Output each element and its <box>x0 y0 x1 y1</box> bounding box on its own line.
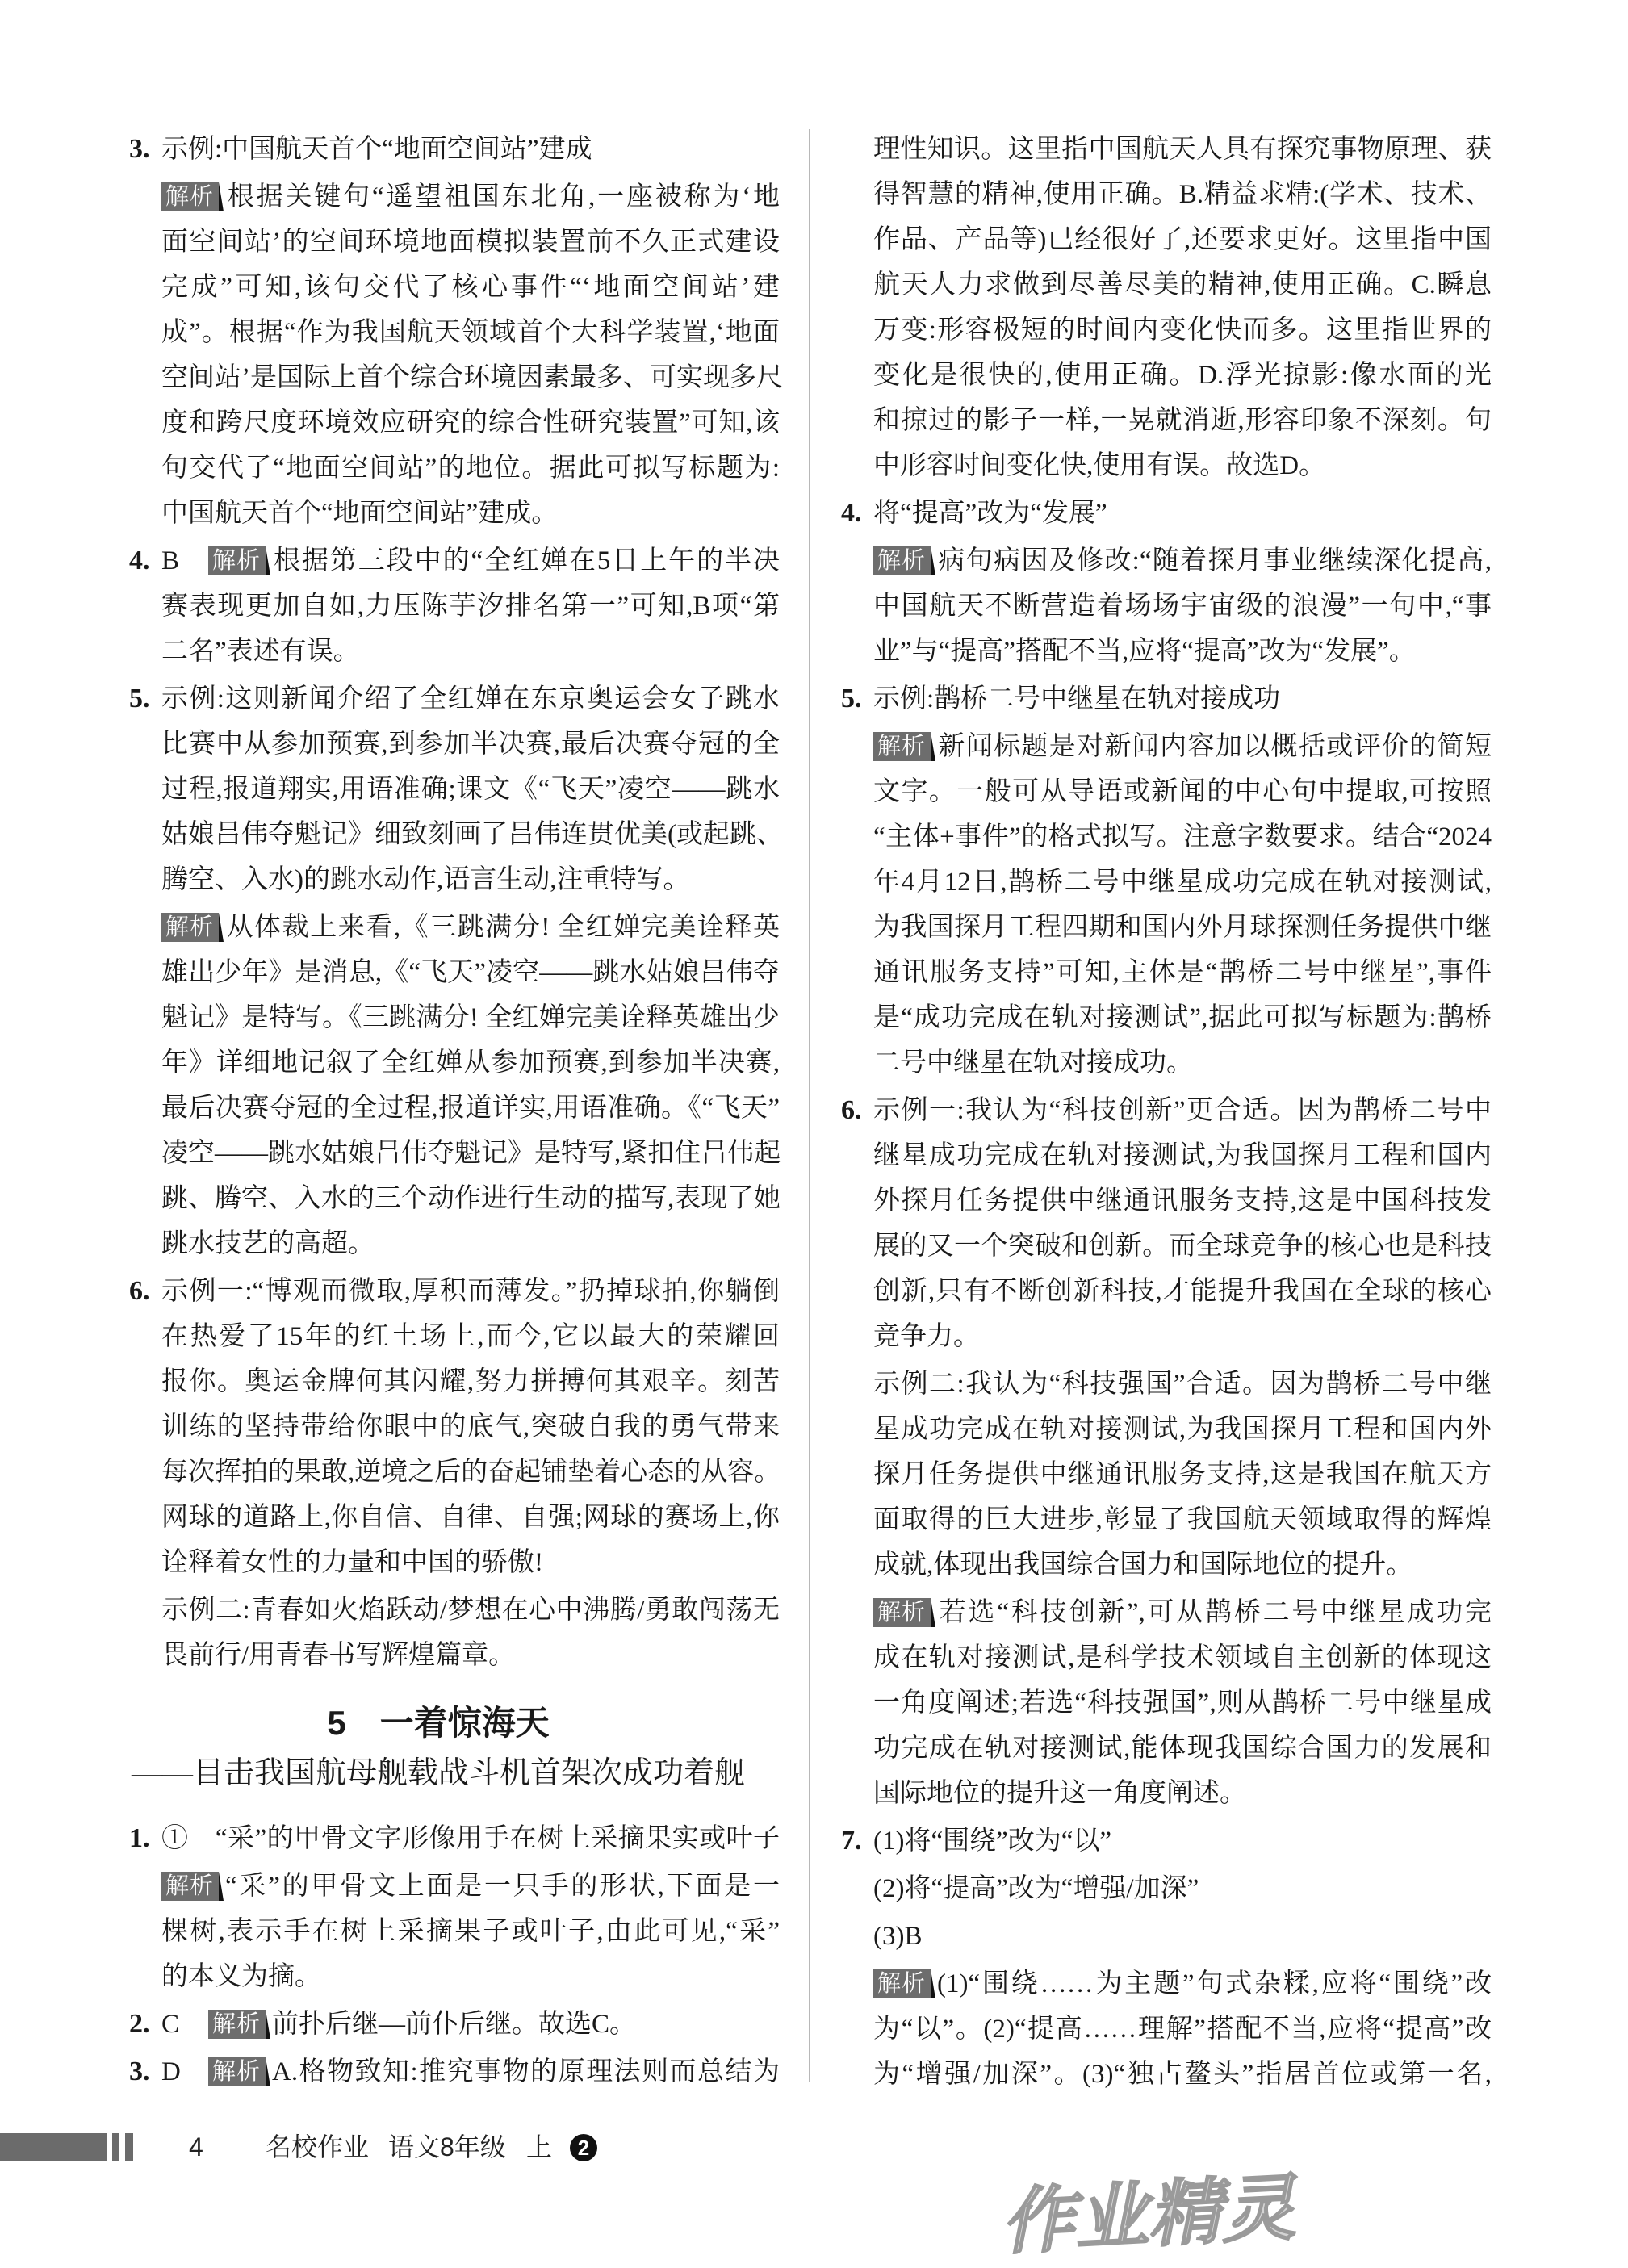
line-text: 最后决赛夺冠的全过程,报道详实,用语准确。《“飞天” <box>161 1094 780 1123</box>
text-line <box>161 950 780 995</box>
answer-block <box>129 1269 781 1585</box>
text-line <box>873 1133 1492 1178</box>
text-line <box>161 1495 780 1540</box>
text-line <box>129 676 780 722</box>
line-text: 面空间站’的空间环境地面模拟装置前不久正式建设 <box>161 228 780 257</box>
text-line <box>873 262 1492 308</box>
text-line <box>161 857 780 902</box>
line-text: 示例二:青春如火焰跃动/梦想在心中沸腾/勇敢闯荡无 <box>161 1596 780 1625</box>
line-text: 万变:形容极短的时间内变化快而多。这里指世界的 <box>873 316 1492 345</box>
line-text: 空间站’是国际上首个综合环境因素最多、可实现多尺 <box>161 363 783 392</box>
answer-block <box>161 905 780 1266</box>
analysis-badge: 解析 <box>873 546 931 575</box>
line-text: 将“提高”改为“发展” <box>873 499 1107 528</box>
text-line <box>873 2052 1492 2097</box>
line-text: 理性知识。这里指中国航天人具有探究事物原理、获 <box>873 135 1492 164</box>
text-line <box>873 217 1492 262</box>
text-line <box>873 1269 1492 1314</box>
line-text: (1)“围绕……为主题”句式杂糅,应将“围绕”改 <box>937 1969 1492 1998</box>
text-line <box>161 722 780 767</box>
text-line <box>873 814 1492 860</box>
text-line <box>841 1818 1492 1864</box>
line-text: 根据关键句“遥望祖国东北角,一座被称为‘地 <box>225 182 780 211</box>
edition-mark-circle: 2 <box>570 2134 597 2161</box>
text-line <box>129 1816 780 1861</box>
text-line <box>841 1088 1492 1133</box>
answer-block <box>129 538 780 674</box>
question-number: 6. <box>129 1276 150 1306</box>
line-text: 继星成功完成在轨对接测试,为我国探月工程和国内 <box>873 1141 1492 1170</box>
line-text: 成在轨对接测试,是科学技术领域自主创新的体现这 <box>873 1643 1492 1672</box>
watermark: 作业精灵 <box>998 2165 1310 2266</box>
line-text: 示例二:我认为“科技强国”合适。因为鹊桥二号中继 <box>873 1370 1492 1399</box>
line-text: 前扑后继—前仆后继。故选C。 <box>272 2010 637 2039</box>
line-text: 探月任务提供中继通讯服务支持,这是我国在航天方 <box>873 1460 1492 1489</box>
line-text: 姑娘吕伟夺魁记》细致刻画了吕伟连贯优美(或起跳、 <box>161 820 783 849</box>
answer-block <box>841 676 1492 722</box>
text-line <box>161 1176 780 1221</box>
text-line <box>161 220 780 265</box>
line-text: “主体+事件”的格式拟写。注意字数要求。结合“2024 <box>873 822 1492 852</box>
question-number: 4. <box>841 498 862 528</box>
answer-block <box>873 724 1492 1086</box>
line-text: 训练的坚持带给你眼中的底气,突破自我的勇气带来 <box>161 1412 780 1442</box>
text-line <box>161 446 780 491</box>
footer-bar-thin <box>125 2133 133 2161</box>
text-line <box>873 584 1492 629</box>
line-text: 作品、产品等)已经很好了,还要求更好。这里指中国 <box>873 225 1492 254</box>
text-line <box>873 1914 1492 1959</box>
text-line <box>841 676 1492 722</box>
right-column <box>841 127 1492 2097</box>
text-line <box>873 1590 1492 1635</box>
analysis-badge: 解析 <box>161 913 219 942</box>
text-line <box>873 1314 1492 1359</box>
text-line <box>161 1588 780 1633</box>
page-number: 4 <box>189 2132 203 2161</box>
analysis-badge: 解析 <box>873 1969 931 1998</box>
text-line <box>873 1635 1492 1680</box>
text-line <box>161 310 780 355</box>
line-text: 文字。一般可从导语或新闻的中心句中提取,可按照 <box>873 777 1492 806</box>
line-text: 国际地位的提升这一角度阐述。 <box>873 1779 1246 1808</box>
line-text: 棵树,表示手在树上采摘果子或叶子,由此可见,“采” <box>161 1917 780 1946</box>
text-line <box>161 1040 780 1086</box>
line-text: 从体裁上来看,《三跳满分! 全红婵完美诠释英 <box>225 913 780 942</box>
line-text: 业”与“提高”搭配不当,应将“提高”改为“发展”。 <box>873 637 1416 666</box>
text-line <box>129 1269 780 1314</box>
answer-block <box>873 1590 1492 1816</box>
question-number: 3. <box>129 2057 150 2086</box>
text-line <box>873 1040 1492 1086</box>
answer-block <box>129 1816 780 1861</box>
line-text: 报你。奥运金牌何其闪耀,努力拼搏何其艰辛。刻苦 <box>161 1367 780 1396</box>
line-text: 中国航天首个“地面空间站”建成。 <box>161 499 559 528</box>
text-line <box>161 629 780 674</box>
question-number: 3. <box>129 134 150 164</box>
text-line <box>873 1866 1492 1911</box>
question-number: 1. <box>129 1823 150 1853</box>
line-text: 若选“科技创新”,可从鹊桥二号中继星成功完 <box>937 1598 1492 1627</box>
text-line <box>873 443 1492 488</box>
text-line <box>873 905 1492 950</box>
line-text: 外探月任务提供中继通讯服务支持,这是中国科技发 <box>873 1186 1492 1216</box>
line-text: ① “采”的甲骨文字形像用手在树上采摘果实或叶子 <box>161 1824 780 1853</box>
question-number: 2. <box>129 2009 150 2039</box>
line-text: 年4月12日,鹊桥二号中继星成功完成在轨对接测试, <box>873 868 1492 897</box>
text-line <box>873 398 1492 443</box>
text-line <box>873 127 1492 172</box>
line-text: 创新,只有不断创新科技,才能提升我国在全球的核心 <box>873 1277 1492 1306</box>
answer-choice: B <box>161 546 180 575</box>
answer-block <box>873 1961 1492 2097</box>
line-text: 竞争力。 <box>873 1322 980 1351</box>
line-text: 通讯服务支持”可知,主体是“鹊桥二号中继星”,事件 <box>873 958 1492 987</box>
line-text: 魁记》是特写。《三跳满分! 全红婵完美诠释英雄出少 <box>161 1003 780 1032</box>
text-line <box>873 538 1492 584</box>
text-line <box>161 995 780 1040</box>
question-number: 7. <box>841 1826 862 1856</box>
line-text: 星成功完成在轨对接测试,为我国探月工程和国内外 <box>873 1415 1492 1444</box>
text-line <box>161 1540 780 1585</box>
answer-block <box>129 676 783 902</box>
text-line <box>873 1726 1492 1771</box>
text-line <box>129 2002 780 2047</box>
line-text: 为“增强/加深”。(3)“独占鳌头”指居首位或第一名, <box>873 2060 1492 2089</box>
text-line <box>161 1314 780 1359</box>
answer-block <box>873 127 1492 488</box>
answer-block <box>873 1362 1492 1588</box>
line-text: 和掠过的影子一样,一晃就消逝,形容印象不深刻。句 <box>873 406 1492 435</box>
text-line <box>873 1497 1492 1542</box>
text-line <box>873 950 1492 995</box>
text-line <box>873 1407 1492 1452</box>
text-line <box>873 353 1492 398</box>
line-text: 示例一:“博观而微取,厚积而薄发。”扔掉球拍,你躺倒 <box>161 1277 780 1306</box>
line-text: 变化是很快的,使用正确。D.浮光掠影:像水面的光 <box>873 361 1492 390</box>
text-line <box>161 1404 780 1450</box>
line-text: (1)将“围绕”改为“以” <box>873 1827 1112 1856</box>
text-line <box>873 1224 1492 1269</box>
line-text: 完成”可知,该句交代了核心事件“‘地面空间站’建 <box>161 273 780 302</box>
line-text: 病句病因及修改:“随着探月事业继续深化提高, <box>937 546 1492 575</box>
analysis-badge: 解析 <box>161 182 219 211</box>
line-text: 面取得的巨大进步,彰显了我国航天领域取得的辉煌 <box>873 1505 1492 1534</box>
text-line <box>161 1359 780 1404</box>
answer-block <box>129 2002 780 2047</box>
line-text: 句交代了“地面空间站”的地位。据此可拟写标题为: <box>161 454 780 483</box>
line-text: 度和跨尺度环境效应研究的综合性研究装置”可知,该 <box>161 408 780 437</box>
line-text: 新闻标题是对新闻内容加以概括或评价的简短 <box>937 732 1492 761</box>
answer-choice: D <box>161 2057 181 2086</box>
text-line <box>873 629 1492 674</box>
line-text: 二名”表述有误。 <box>161 637 360 666</box>
analysis-badge: 解析 <box>208 2010 266 2039</box>
line-text: 示例:鹊桥二号中继星在轨对接成功 <box>873 684 1281 713</box>
section-subtitle: ——目击我国航母舰载战斗机首架次成功着舰 <box>131 1756 745 1790</box>
line-text: 示例一:我认为“科技创新”更合适。因为鹊桥二号中 <box>873 1096 1492 1125</box>
text-line <box>873 1680 1492 1726</box>
book-series: 名校作业 <box>266 2132 370 2161</box>
text-line <box>161 1086 780 1131</box>
answer-choice: C <box>161 2010 180 2039</box>
answer-block <box>873 538 1492 674</box>
line-text: 航天人力求做到尽善尽美的精神,使用正确。C.瞬息 <box>873 270 1492 299</box>
left-column <box>129 127 783 2094</box>
text-line <box>161 1909 780 1954</box>
answer-block <box>873 1866 1492 1911</box>
analysis-badge: 解析 <box>873 732 931 761</box>
line-text: 成就,体现出我国综合国力和国际地位的提升。 <box>873 1550 1413 1580</box>
book-subject: 语文8年级 <box>388 2132 506 2161</box>
answer-block <box>129 2049 780 2094</box>
analysis-badge: 解析 <box>873 1598 931 1627</box>
answer-block <box>841 1088 1492 1359</box>
line-text: 跳、腾空、入水的三个动作进行生动的描写,表现了她 <box>161 1184 781 1213</box>
line-text: 诠释着女性的力量和中国的骄傲! <box>161 1548 543 1577</box>
line-text: 二号中继星在轨对接成功。 <box>873 1048 1193 1078</box>
question-number: 5. <box>841 684 862 713</box>
text-line <box>873 1362 1492 1407</box>
answer-block <box>841 491 1492 536</box>
line-text: 示例:中国航天首个“地面空间站”建成 <box>161 135 592 164</box>
book-volume: 上 <box>526 2132 553 2161</box>
text-line <box>873 1178 1492 1224</box>
text-line <box>161 1131 780 1176</box>
text-line <box>873 308 1492 353</box>
line-text: 成”。根据“作为我国航天领域首个大科学装置,‘地面 <box>161 318 780 347</box>
line-text: 腾空、入水)的跳水动作,语言生动,注重特写。 <box>161 865 690 894</box>
text-line <box>161 1221 780 1266</box>
line-text: 凌空——跳水姑娘吕伟夺魁记》是特写,紧扣住吕伟起 <box>161 1139 781 1168</box>
line-text: 的本义为摘。 <box>161 1962 321 1991</box>
text-line <box>161 355 783 400</box>
text-line <box>161 1864 780 1909</box>
answer-block <box>129 127 780 172</box>
footer-bar-thin <box>112 2133 119 2161</box>
line-text: 比赛中从参加预赛,到参加半决赛,最后决赛夺冠的全 <box>161 730 780 759</box>
text-line <box>873 1452 1492 1497</box>
line-text: 示例:这则新闻介绍了全红婵在东京奥运会女子跳水 <box>161 684 780 713</box>
text-line <box>873 769 1492 814</box>
text-line <box>161 400 780 446</box>
line-text: 中形容时间变化快,使用有误。故选D。 <box>873 451 1326 480</box>
line-text: 功完成在轨对接测试,能体现我国综合国力的发展和 <box>873 1734 1492 1763</box>
analysis-badge: 解析 <box>208 2057 266 2086</box>
line-text: 得智慧的精神,使用正确。B.精益求精:(学术、技术、 <box>873 180 1492 209</box>
footer-bar <box>0 2133 107 2161</box>
question-number: 5. <box>129 684 150 713</box>
text-line <box>161 1633 780 1678</box>
line-text: 雄出少年》是消息,《“飞天”凌空——跳水姑娘吕伟夺 <box>161 958 780 987</box>
text-line <box>161 584 780 629</box>
answer-block <box>873 1914 1492 1959</box>
line-text: “采”的甲骨文上面是一只手的形状,下面是一 <box>225 1872 780 1901</box>
text-line <box>873 860 1492 905</box>
question-number: 4. <box>129 546 150 575</box>
text-line <box>161 767 780 812</box>
answer-block <box>161 1588 780 1678</box>
text-line <box>873 1961 1492 2006</box>
line-text: 过程,报道翔实,用语准确;课文《“飞天”凌空——跳水 <box>161 775 780 804</box>
line-text: 跳水技艺的高超。 <box>161 1229 375 1258</box>
edition-mark <box>570 2131 597 2163</box>
text-line <box>873 172 1492 217</box>
analysis-badge: 解析 <box>161 1872 219 1901</box>
text-line <box>161 491 780 536</box>
line-text: 为我国探月工程四期和国内外月球探测任务提供中继 <box>873 913 1492 942</box>
text-line <box>161 1450 780 1495</box>
question-number: 6. <box>841 1095 862 1125</box>
answer-block <box>161 174 783 536</box>
line-text: 为“以”。(2)“提高……理解”搭配不当,应将“提高”改 <box>873 2015 1492 2044</box>
line-text: 年》详细地记叙了全红婵从参加预赛,到参加半决赛, <box>161 1048 780 1078</box>
line-text: 畏前行/用青春书写辉煌篇章。 <box>161 1641 516 1670</box>
line-text: 网球的道路上,你自信、自律、自强;网球的赛场上,你 <box>161 1503 780 1532</box>
text-line <box>873 1542 1492 1588</box>
text-line <box>873 724 1492 769</box>
line-text: 在热爱了15年的红土场上,而今,它以最大的荣耀回 <box>161 1322 780 1351</box>
line-text: 是“成功完成在轨对接测试”,据此可拟写标题为:鹊桥 <box>873 1003 1492 1032</box>
line-text: A.格物致知:推究事物的原理法则而总结为 <box>272 2057 780 2086</box>
text-line <box>129 127 780 172</box>
text-line <box>129 2049 780 2094</box>
analysis-badge: 解析 <box>208 546 266 575</box>
answer-block <box>841 1818 1492 1864</box>
line-text: 一角度阐述;若选“科技强国”,则从鹊桥二号中继星成 <box>873 1688 1492 1718</box>
text-line <box>873 2006 1492 2052</box>
line-text: 赛表现更加自如,力压陈芋汐排名第一”可知,B项“第 <box>161 592 780 621</box>
line-text: 每次挥拍的果敢,逆境之后的奋起铺垫着心态的从容。 <box>161 1458 781 1487</box>
text-line <box>129 538 780 584</box>
line-text: 中国航天不断营造着场场宇宙级的浪漫”一句中,“事 <box>873 592 1492 621</box>
text-line <box>161 265 780 310</box>
text-line <box>873 1771 1492 1816</box>
text-line <box>161 905 780 950</box>
text-line <box>841 491 1492 536</box>
line-text: 根据第三段中的“全红婵在5日上午的半决 <box>272 546 780 575</box>
answer-block <box>161 1864 780 1999</box>
text-line <box>161 1954 780 1999</box>
line-text: (2)将“提高”改为“增强/加深” <box>873 1874 1199 1903</box>
text-line <box>161 812 783 857</box>
text-line <box>873 995 1492 1040</box>
section-title: 5 一着惊海天 <box>327 1704 550 1742</box>
line-text: 展的又一个突破和创新。而全球竞争的核心也是科技 <box>873 1232 1492 1261</box>
section-heading <box>97 1701 780 1796</box>
line-text: (3)B <box>873 1922 923 1951</box>
text-line <box>161 174 780 220</box>
column-divider <box>809 129 810 2082</box>
